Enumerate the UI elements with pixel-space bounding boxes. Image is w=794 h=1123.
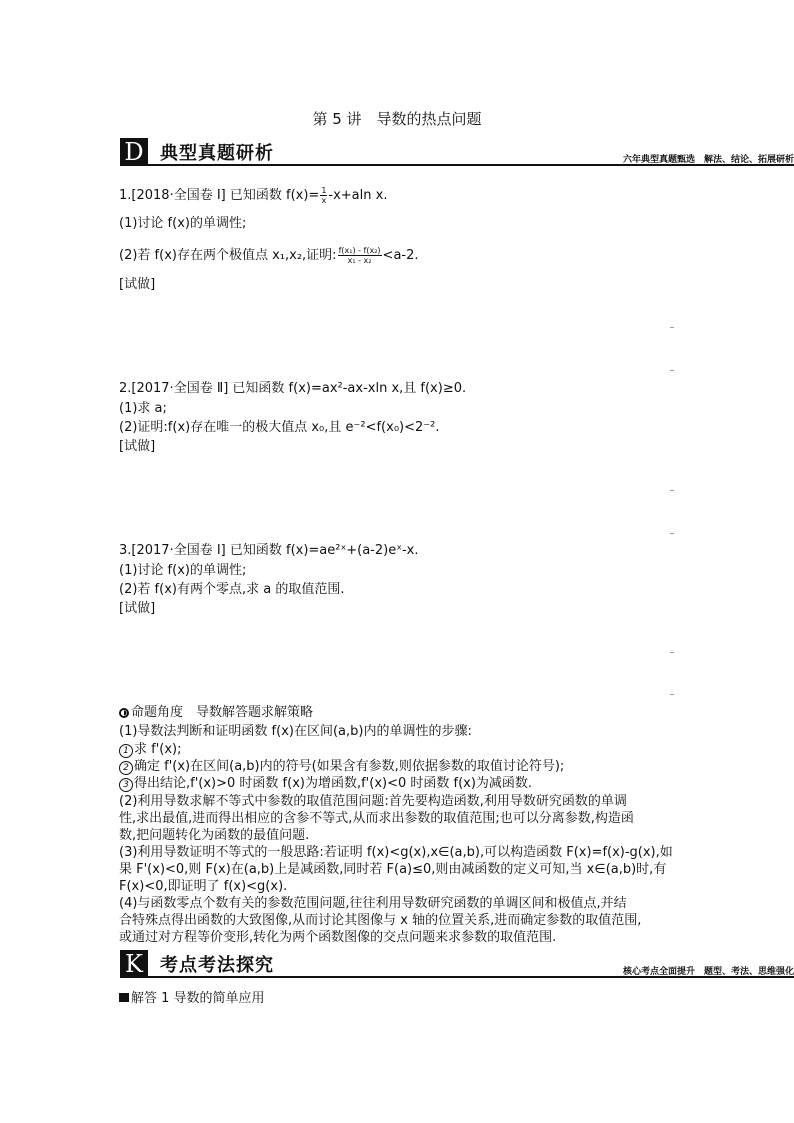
q1-part2: (2)若 f(x)存在两个极值点 x₁,x₂,证明: $\frac{\text{f(x₁) - f(x₂)}}{\text{x₁ - x₂}}$ <a-2.: [119, 246, 419, 265]
margin-tick: [670, 533, 674, 534]
half-circle-icon: ◐: [120, 708, 128, 717]
margin-tick: [670, 652, 674, 653]
q1-fraction: $\frac{1}{x}$: [321, 186, 327, 205]
q1-part1: (1)讨论 f(x)的单调性;: [119, 216, 247, 231]
q1-try: [试做]: [119, 277, 156, 292]
q2-part2: (2)证明:f(x)存在唯一的极大值点 x₀,且 e⁻²<f(x₀)<2⁻².: [119, 420, 440, 435]
q2-try: [试做]: [119, 439, 156, 454]
strategy-step: 2 确定 f'(x)在区间(a,b)内的符号(如果含有参数,则依据参数的取值讨论符号);: [119, 759, 564, 775]
q3-part1: (1)讨论 f(x)的单调性;: [119, 563, 247, 578]
section-k-heading: 考点考法探究: [160, 955, 274, 976]
margin-tick: [670, 490, 674, 491]
section-k-subtitle: 核心考点全面提升 题型、考法、思维强化: [622, 967, 794, 977]
strategy-line: (1)导数法判断和证明函数 f(x)在区间(a,b)内的单调性的步骤:: [119, 724, 472, 739]
circled-number-icon: 3: [119, 778, 133, 792]
margin-tick: [670, 327, 674, 328]
strategy-line: 合特殊点得出函数的大致图像,从而讨论其图像与 x 轴的位置关系,进而确定参数的取值范围,: [119, 913, 642, 928]
strategy-line: (4)与函数零点个数有关的参数范围问题,往往利用导数研究函数的单调区间和极值点,并结: [119, 896, 627, 911]
section-d-subtitle: 六年典型真题甄选 解法、结论、拓展研析: [622, 155, 794, 165]
section-d-banner: [120, 138, 794, 166]
q3-stem: 3.[2017·全国卷 Ⅰ] 已知函数 f(x)=ae²ˣ+(a-2)eˣ-x.: [119, 543, 419, 558]
strategy-line: (3)利用导数证明不等式的一般思路:若证明 f(x)<g(x),x∈(a,b),可以构造函数 F(x)=f(x)-g(x),如: [119, 845, 673, 860]
section-d-badge: D: [120, 138, 148, 166]
q3-try: [试做]: [119, 601, 156, 616]
strategy-line: 或通过对方程等价变形,转化为两个函数图像的交点问题来求参数的取值范围.: [119, 930, 557, 945]
strategy-line: (2)利用导数求解不等式中参数的取值范围问题:首先要构造函数,利用导数研究函数的单调: [119, 794, 627, 809]
q1-part2-fraction: $\frac{\text{f(x₁) - f(x₂)}}{\text{x₁ - x₂}}$: [338, 246, 381, 265]
strategy-line: 性,求出最值,进而得出相应的含参不等式,从而求出参数的取值范围;也可以分离参数,构造函: [119, 811, 634, 826]
square-marker-icon: [119, 993, 129, 1002]
page-title: 第 5 讲 导数的热点问题: [312, 110, 482, 128]
strategy-line: F(x)<0,即证明了 f(x)<g(x).: [119, 879, 288, 894]
q2-stem: 2.[2017·全国卷 Ⅱ] 已知函数 f(x)=ax²-ax-xln x,且 f(x)≥0.: [119, 381, 467, 396]
strategy-line: 数,把问题转化为函数的最值问题.: [119, 828, 310, 843]
circled-number-icon: 2: [119, 761, 133, 775]
section-k-banner: [120, 950, 794, 978]
q1-stem: 1.[2018·全国卷 Ⅰ] 已知函数 f(x)= $\frac{1}{x}$ -x+aln x.: [119, 186, 388, 205]
q3-part2: (2)若 f(x)有两个零点,求 a 的取值范围.: [119, 582, 345, 597]
q2-part1: (1)求 a;: [119, 401, 167, 416]
strategy-line: 果 F'(x)<0,则 F(x)在(a,b)上是减函数,同时若 F(a)≤0,则由减函数的定义可知,当 x∈(a,b)时,有: [119, 862, 667, 877]
circled-number-icon: 1: [119, 744, 133, 758]
strategy-step: 1 求 f'(x);: [119, 742, 182, 758]
section-k-badge: K: [120, 950, 148, 978]
margin-tick: [670, 370, 674, 371]
strategy-title: ◐ 命题角度 导数解答题求解策略: [120, 705, 314, 720]
strategy-step: 3 得出结论,f'(x)>0 时函数 f(x)为增函数,f'(x)<0 时函数 f(x)为减函数.: [119, 776, 532, 792]
subsection-heading: 解答 1 导数的简单应用: [119, 991, 265, 1007]
margin-tick: [670, 694, 674, 695]
section-d-heading: 典型真题研析: [160, 143, 274, 164]
